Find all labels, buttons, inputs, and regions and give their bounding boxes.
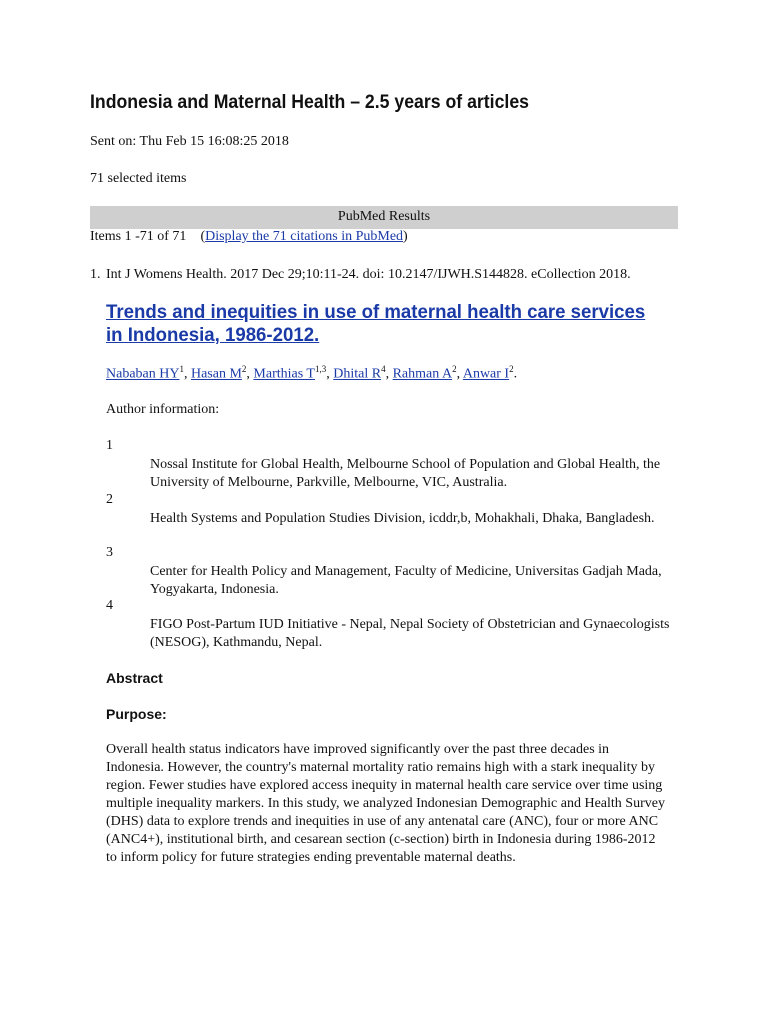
author-separator: .	[513, 366, 518, 382]
items-range-line	[90, 229, 408, 245]
affiliation-number: 3	[106, 545, 113, 560]
purpose-heading: Purpose:	[106, 706, 167, 722]
author-affiliation-sup: 4	[381, 364, 386, 374]
author-affiliation-sup: 2	[452, 364, 457, 374]
pubmed-results-bar: PubMed Results	[90, 206, 678, 229]
author-link[interactable]: Marthias T	[253, 366, 315, 382]
author-link[interactable]: Anwar I	[462, 366, 510, 382]
items-range-text: Items 1 -71 of 71	[90, 229, 187, 244]
affiliation-text: Center for Health Policy and Management, Faculty of Medicine, Universitas Gadjah Mada, Yogyakarta, Indonesia.	[150, 564, 662, 597]
author-link[interactable]: Hasan M	[190, 366, 242, 382]
abstract-heading: Abstract	[106, 670, 163, 686]
citation-source: Int J Womens Health. 2017 Dec 29;10:11-24. doi: 10.2147/IJWH.S144828. eCollection 2018.	[106, 267, 631, 282]
author-affiliation-sup: 2	[241, 364, 247, 374]
author-separator: ,	[246, 366, 254, 382]
author-list	[106, 364, 517, 383]
sent-on-text: Sent on: Thu Feb 15 16:08:25 2018	[90, 134, 289, 149]
author-affiliation-sup: 1,3	[315, 364, 327, 374]
display-citations-link[interactable]: Display the 71 citations in PubMed	[205, 229, 404, 244]
abstract-purpose-text: Overall health status indicators have improved significantly over the past three decades in Indonesia. However, the country's maternal mortality ratio remains high with a stark inequality by region. Fewer studies have explored access inequity in maternal health care service over time using multiple inequality markers. In this study, we analyzed Indonesian Demographic and Health Survey (DHS) data to explore trends and inequities in use of any antenatal care (ANC), four or more ANC (ANC4+), institutional birth, and cesarean section (c-section) birth in Indonesia during 1986-2012 to inform policy for future strategies ending preventable maternal deaths.	[106, 742, 665, 865]
affiliation-text: FIGO Post-Partum IUD Initiative - Nepal, Nepal Society of Obstetrician and Gynaecologists (NESOG), Kathmandu, Nepal.	[150, 617, 670, 650]
author-separator: ,	[326, 366, 334, 382]
author-separator: ,	[183, 366, 191, 382]
affiliation-number: 1	[106, 438, 113, 453]
author-link[interactable]: Dhital R	[333, 366, 382, 382]
selected-items-count: 71 selected items	[90, 171, 187, 186]
citation-line	[90, 267, 631, 283]
author-link[interactable]: Nababan HY	[106, 366, 180, 382]
author-affiliation-sup: 1	[179, 364, 184, 374]
citation-number: 1.	[90, 267, 101, 282]
affiliation-text: Health Systems and Population Studies Division, icddr,b, Mohakhali, Dhaka, Bangladesh.	[150, 511, 655, 526]
affiliation-text: Nossal Institute for Global Health, Melbourne School of Population and Global Health, the University of Melbourne, Parkville, Melbourne, VIC, Australia.	[150, 457, 661, 490]
close-paren: )	[403, 229, 408, 244]
author-separator: ,	[385, 366, 393, 382]
author-information-toggle[interactable]: Author information:	[106, 402, 220, 417]
author-separator: ,	[456, 366, 463, 382]
affiliation-number: 4	[106, 598, 113, 613]
author-affiliation-sup: 2	[509, 364, 514, 374]
article-title-link[interactable]: Trends and inequities in use of maternal health care services in Indonesia, 1986-2012.	[106, 301, 646, 346]
open-paren: (	[200, 229, 206, 244]
affiliation-number: 2	[106, 492, 113, 507]
page-title: Indonesia and Maternal Health – 2.5 years of articles	[90, 92, 529, 113]
author-link[interactable]: Rahman A	[392, 366, 453, 382]
